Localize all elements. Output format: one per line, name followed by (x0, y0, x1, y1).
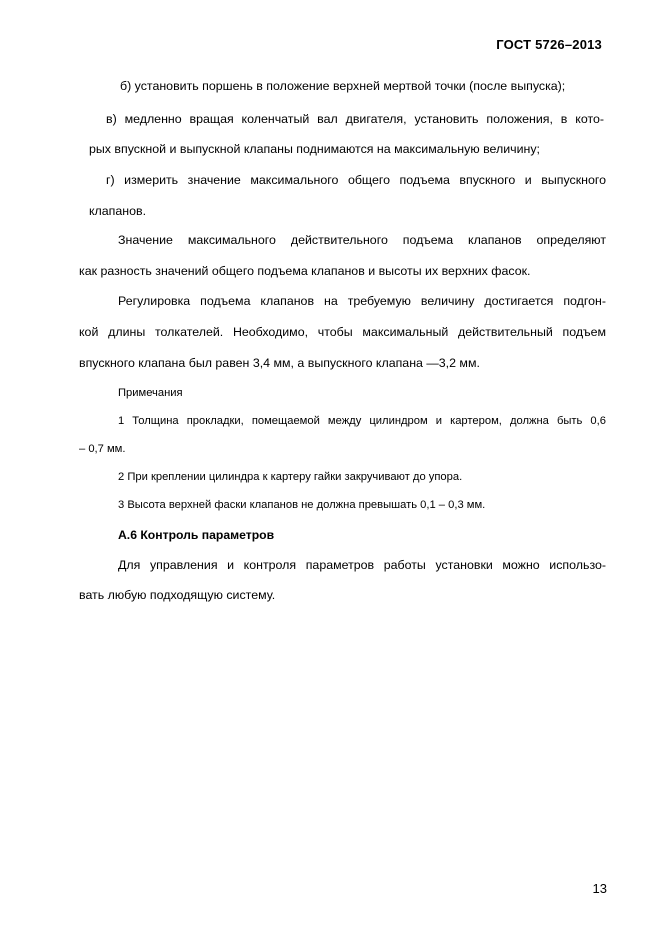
paragraph-2-line-2: кой длины толкателей. Необходимо, чтобы максимальный действительный подъем (79, 325, 606, 339)
note-3: 3 Высота верхней фаски клапанов не должна превышать 0,1 – 0,3 мм. (118, 499, 486, 511)
document-header: ГОСТ 5726–2013 (496, 37, 602, 52)
list-item-b: б) установить поршень в положение верхней мертвой точки (после выпуска); (120, 79, 566, 93)
section-paragraph-line-2: вать любую подходящую систему. (79, 588, 276, 602)
paragraph-2-line-3: впускного клапана был равен 3,4 мм, а выпускного клапана —3,2 мм. (79, 356, 480, 370)
section-heading: А.6 Контроль параметров (118, 528, 275, 542)
list-item-v-line-2: рых впускной и выпускной клапаны поднимаются на максимальную величину; (89, 142, 540, 156)
section-paragraph-line-1: Для управления и контроля параметров работы установки можно использо- (118, 558, 606, 572)
notes-title: Примечания (118, 387, 183, 399)
list-item-g-line-2: клапанов. (89, 204, 147, 218)
note-2: 2 При креплении цилиндра к картеру гайки закручивают до упора. (118, 471, 463, 483)
note-1-line-1: 1 Толщина прокладки, помещаемой между цилиндром и картером, должна быть 0,6 (118, 415, 606, 427)
paragraph-1-line-1: Значение максимального действительного подъема клапанов определяют (118, 233, 606, 247)
page-number: 13 (592, 881, 607, 896)
list-item-v-line-1: в) медленно вращая коленчатый вал двигателя, установить положения, в кото- (106, 112, 604, 126)
list-item-g-line-1: г) измерить значение максимального общего подъема впускного и выпускного (106, 173, 606, 187)
paragraph-1-line-2: как разность значений общего подъема клапанов и высоты их верхних фасок. (79, 264, 531, 278)
paragraph-2-line-1: Регулировка подъема клапанов на требуемую величину достигается подгон- (118, 294, 606, 308)
note-1-line-2: – 0,7 мм. (79, 443, 126, 455)
